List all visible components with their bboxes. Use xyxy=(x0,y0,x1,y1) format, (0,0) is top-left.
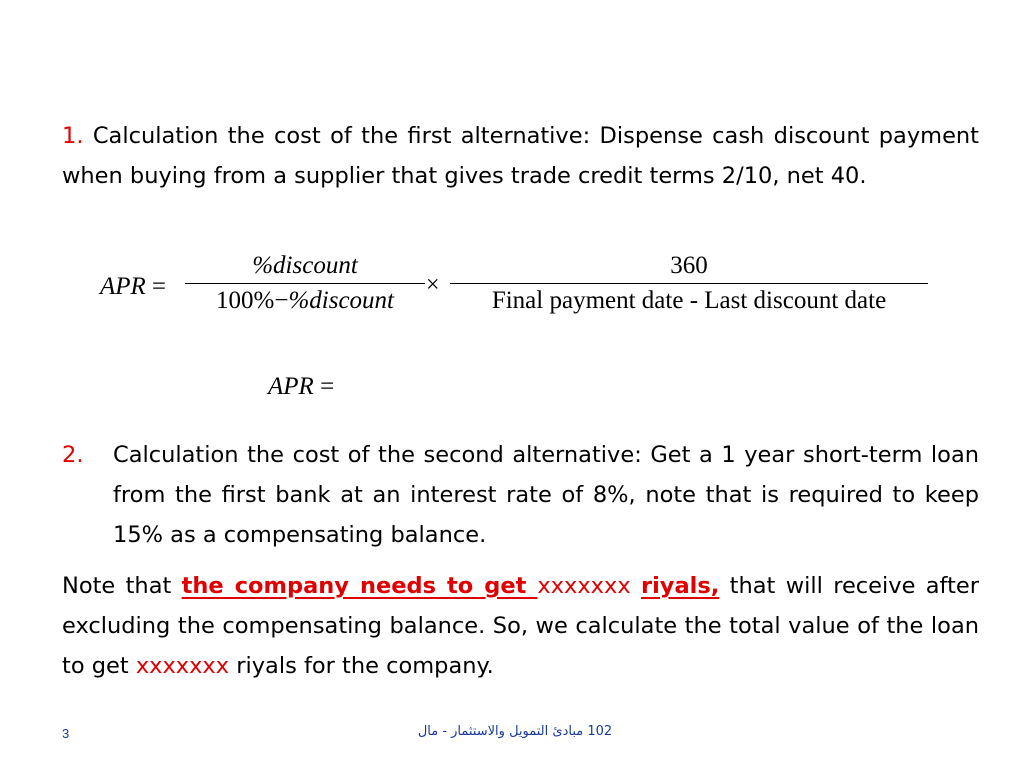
item-2-number: 2. xyxy=(62,442,84,468)
discount-fraction-numerator: %discount xyxy=(252,252,358,279)
days-fraction-denominator: Final payment date - Last discount date xyxy=(491,287,887,314)
item-1-text: Calculation the cost of the first alternative: Dispense cash discount payment when buying from a supplier that gives trade credit terms 2/10, net 40. xyxy=(62,123,980,189)
days-fraction-numerator: 360 xyxy=(670,252,708,279)
fraction-bar xyxy=(450,283,928,284)
multiply-sign: × xyxy=(426,272,440,298)
footer-course-title: 102 مبادئ التمويل والاستثمار - مال xyxy=(417,724,613,739)
slide-number: 3 xyxy=(62,726,70,741)
note-amount-2: xxxxxxx xyxy=(135,653,230,679)
fraction-bar xyxy=(185,283,425,284)
formula-lhs: APR = xyxy=(100,273,166,300)
item-1-number: 1. xyxy=(62,123,84,149)
days-fraction xyxy=(450,252,928,315)
apr-formula xyxy=(100,250,940,330)
note-amount-1: xxxxxxx xyxy=(537,573,631,599)
note-highlight-company: the company needs to get xyxy=(181,573,538,599)
discount-fraction xyxy=(185,252,425,315)
item-1-paragraph xyxy=(62,116,979,196)
apr-result: APR = xyxy=(268,373,335,400)
item-2-text: Calculation the cost of the second alternative: Get a 1 year short-term loan from the first bank at an interest rate of 8%, note that is required to keep 15% as a compensating balance. xyxy=(113,442,979,548)
discount-fraction-denominator: 100%−%discount xyxy=(216,287,394,314)
note-paragraph: Note that the company needs to get xxxxxxx riyals, that will receive after excluding the compensating balance. So, we calculate the total value of the loan to get xxxxxxx riyals for the company. xyxy=(62,573,979,679)
note-highlight-riyals: riyals, xyxy=(641,573,720,599)
